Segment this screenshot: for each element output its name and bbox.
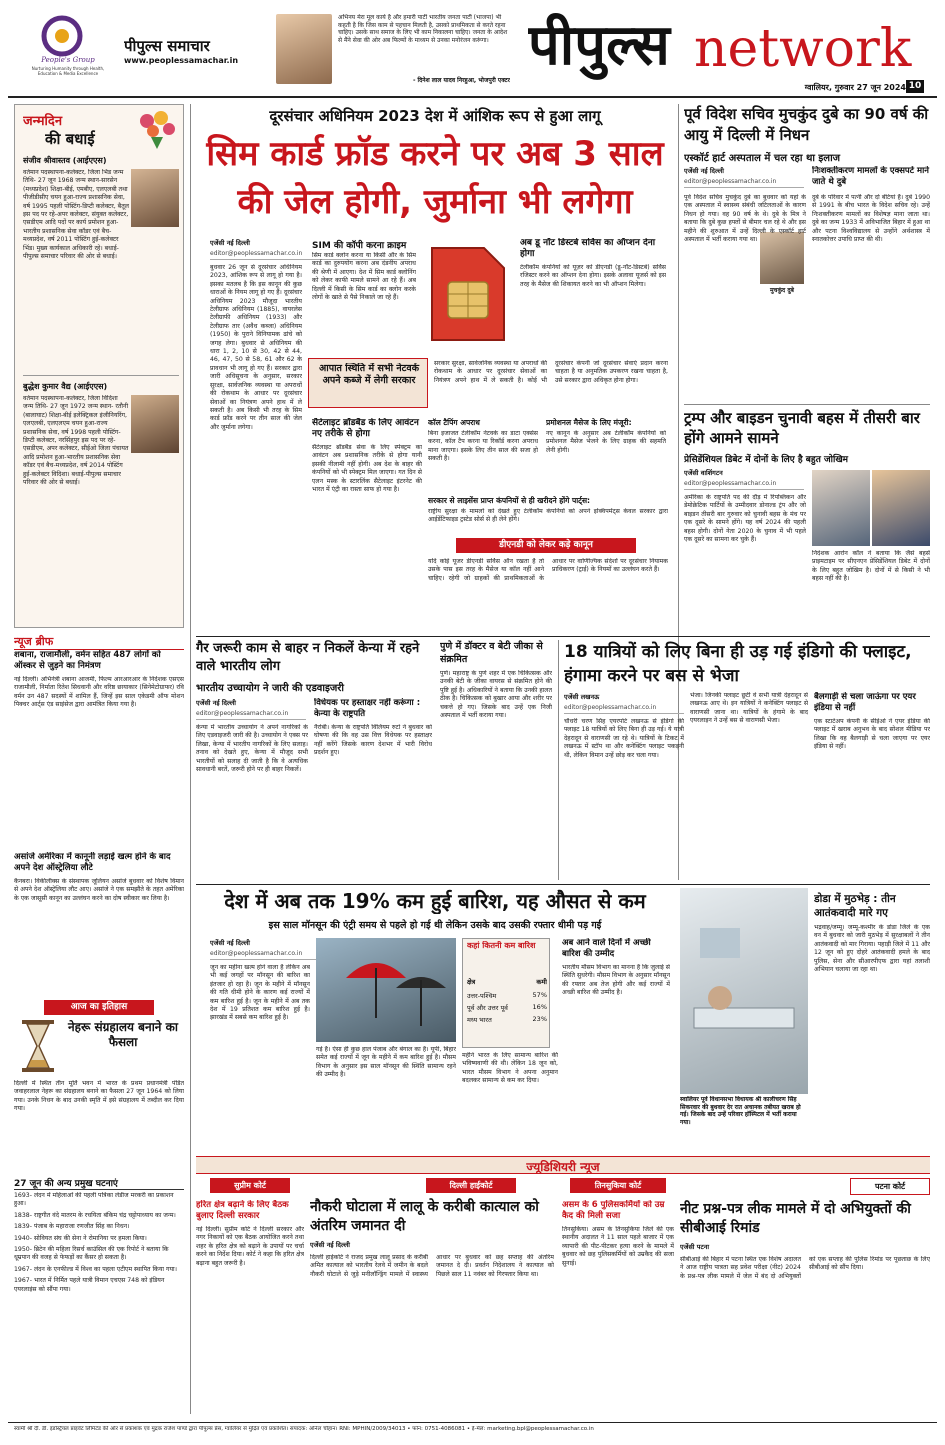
rain-row-region: मध्य भारत bbox=[467, 1016, 492, 1024]
paper-site: www.peoplessamachar.in bbox=[124, 56, 239, 65]
lead-body: बुधवार 26 जून से दूरसंचार अधिनियम 2023, आंशिक रूप से लागू हो गया है। इसका मतलब है कि इस कानून की कुछ धाराओं के नियम लागू हो गए हैं। दूरसंचार अधिनियम 2023 मौजूदा भारतीय टेलीग्राफ अधिनियम (1885), वायरलेस टेलीग्राफी अधिनियम (1933) और टेलीग्राफ तार (अवैध कब्जा) अधिनियम (1950) के पुराने विनियामक ढांचे को जगह लेगा। बुधवार से अधिनियम की धारा 1, 2, 10 से 30, 42 से 44, 46, 47, 50 से 58, 61 और 62 के प्रावधान भी लागू हो गए हैं। सरकार द्वारा जारी अधिसूचना के अनुसार, सरकार सुरक्षा, सार्वजनिक व्यवस्था या अपराधों की रोकथाम के आधार पर दूरसंचार सेवाओं का नियंत्रण अपने हाथ में ले सकती है। अब किसी भी तरह के सिम कार्ड फ्रॉड करने पर तीन साल की जेल और जुर्माना लगेगा। bbox=[210, 264, 302, 431]
indigo-email: editor@peoplessamachar.co.in bbox=[564, 704, 684, 714]
judiciary-col-2 bbox=[310, 1178, 554, 1418]
gov-box bbox=[308, 358, 428, 408]
history-event: 1838- राष्ट्रगीत वंदे मातरम के रचयिता बंकिम चंद्र चट्टोपाध्याय का जन्म। bbox=[14, 1211, 176, 1219]
license-title: सरकार से लाइसेंस प्राप्त कंपनियों से ही खरीदने होंगे पार्ट्स: bbox=[428, 496, 591, 505]
masthead bbox=[0, 0, 945, 100]
trump-photo bbox=[872, 470, 930, 546]
indigo-left-rule bbox=[558, 640, 559, 880]
tinsukia-headline: असम के 6 पुलिसकर्मियों को उम्र कैद की मिली सजा bbox=[562, 1200, 665, 1221]
history-events-list bbox=[14, 1192, 184, 1418]
kenya-box-body: नैरोबी। केन्या के राष्ट्रपति विलियम रुटो ने बुधवार को घोषणा की कि वह उस वित्त विधेयक पर हस्ताक्षर नहीं करेंगे जिसके कारण देशभर में भारी विरोध प्रदर्शन हुए। bbox=[314, 724, 432, 757]
indigo-box-title: बैलगाड़ी से चला जाऊंगा पर एयर इंडिया से नहीं bbox=[814, 692, 916, 713]
rain-table-head-deficit: कमी bbox=[536, 978, 547, 986]
rain-table bbox=[462, 938, 550, 1048]
history-section bbox=[14, 1000, 184, 1418]
debate-email: editor@peoplessamachar.co.in bbox=[684, 480, 804, 490]
rain-row-value: 23% bbox=[532, 1015, 547, 1023]
debate-story bbox=[684, 408, 930, 634]
hourglass-icon bbox=[18, 1018, 58, 1074]
history-event: 1967- लंदन के एनफील्ड में विश्व का पहला एटीएम स्थापित किया गया। bbox=[14, 1265, 177, 1273]
birthday-divider bbox=[23, 375, 179, 376]
tinsukia-body: तिनसुकिया। असम के तिनसुकिया जिले की एक स्थानीय अदालत ने 11 साल पहले बाजार में एक व्यापारी की पीट-पीटकर हत्या करने के मामले में बुधवार को छह पुलिसकर्मियों को उम्रकैद की सजा सुनाई। bbox=[562, 1226, 674, 1267]
judiciary-col-1 bbox=[196, 1178, 304, 1418]
birthday-person2-body: वर्तमान पदस्थापना-कलेक्टर, जिला विदिशा जन्म तिथि- 27 जून 1972 जन्म स्थान- रतौनी (बालाघाट) शिक्षा-बीई इलेक्ट्रिकल इंजीनियरिंग, एलएलबी, एलएलएम चयन हुआ-राज्य प्रशासनिक सेवा, वर्ष 1998 पहली पोस्टिंग-डिप्टी कलेक्टर, नरसिंहपुर इस पद पर रहे- एसडीएम, अपर कलेक्टर, सीईओ जिला पंचायत आदि प्रमोशन हुआ-भारतीय प्रशासनिक सेवा कॉडर एवं बैच-मध्यप्रदेश, वर्ष 2014 पोस्टिंग हुई-कलेक्टर विदिशा। बधाई-पीपुल्स समाचार परिवार की ओर से बधाई। bbox=[23, 395, 129, 487]
lead-kicker: दूरसंचार अधिनियम 2023 देश में आंशिक रूप से हुआ लागू bbox=[269, 107, 601, 125]
doda-body: भद्रवाह/जम्मू। जम्मू-कश्मीर के डोडा जिले के एक वन में बुधवार को जारी मुठभेड़ में सुरक्षाबलों ने तीन आतंकवादी को मार गिराया। पहाड़ी जिले में 11 और 12 जून को हुए दोहरे आतंकवादी हमले के बाद पुलिस, सेना और सीआरपीएफ द्वारा यहां तलाशी अभियान चलाया जा रहा था। bbox=[814, 924, 930, 974]
promo-portrait bbox=[276, 14, 332, 84]
dateline: ग्वालियर, गुरुवार 27 जून 2024 bbox=[804, 83, 906, 92]
sim-copy-title: SIM की कॉपी करना क्राइम bbox=[312, 241, 407, 251]
kenya-sub: भारतीय उच्चायोग ने जारी की एडवाइजरी bbox=[196, 683, 344, 694]
promo-msg-body: नए कानून के अनुसार अब टेलीकॉम कंपनियों को प्रमोशनल मैसेज भेजने के लिए ग्राहक की सहमति लेनी होगी। bbox=[546, 430, 666, 454]
patna-court-tag: पटना कोर्ट bbox=[850, 1178, 930, 1195]
judiciary-banner-title: ज्यूडिशियरी न्यूज bbox=[526, 1160, 600, 1174]
brand-network: network bbox=[694, 19, 912, 79]
biden-photo bbox=[812, 470, 870, 546]
supreme-court-tag: सुप्रीम कोर्ट bbox=[210, 1178, 290, 1193]
hospital-bed-icon bbox=[680, 888, 808, 1094]
debate-sub: प्रेसिडेंशियल डिबेट में दोनों के लिए है बहुत जोखिम bbox=[684, 455, 849, 465]
rain-row-value: 57% bbox=[532, 991, 547, 999]
dubey-box-title: निःशक्तीकरण मामलों के एक्सपर्ट माने जाते थे दुबे bbox=[812, 166, 930, 187]
flower-bouquet-icon bbox=[133, 109, 179, 149]
indigo-byline: एजेंसी लखनऊ bbox=[564, 693, 600, 701]
history-label: आज का इतिहास bbox=[44, 1000, 154, 1015]
delhi-hc-body: दिल्ली हाईकोर्ट ने राजद प्रमुख लालू प्रसाद के करीबी अमित कात्याल को भारतीय रेलवे में जमीन के बदले नौकरी घोटाले से जुड़े मनीलॉन्ड्रिंग मामले में स्वास्थ्य आधार पर बुधवार को छह सप्ताह की अंतरिम जमानत दे दी। प्रवर्तन निदेशालय ने कात्याल को पिछले साल 11 नवंबर को गिरफ्तार किया था। bbox=[310, 1254, 554, 1278]
rain-hope-body: भारतीय मौसम विभाग का मानना है कि जुलाई से स्थिति सुधरेगी। मौसम विभाग के अनुसार मॉनसून की रफ्तार अब तेज होगी और कई राज्यों में अच्छी बारिश की उम्मीद है। bbox=[562, 964, 670, 997]
debate-body-2: निदेशक आरोन कॉल ने बताया कि जैसे बहसें प्राइमटाइम पर सीएनएन प्रेसिडेंशियल डिबेट में दोनों के लिए बहुत जोखिम है। दोनों में से किसी ने भी बहस नहीं की है। bbox=[812, 550, 930, 583]
birthday-person1-body: वर्तमान पदस्थापना-कलेक्टर, जिला भिंड जन्म तिथि- 27 जून 1968 जन्म स्थान-सारसेन (मध्यप्रदेश) शिक्षा-बीई, एमबीए, एलएलबी तथा पीजीडीसीए चयन हुआ-राज्य प्रशासनिक सेवा, वर्ष 1995 पहली पोस्टिंग-डिप्टी कलेक्टर, बैतूल इस पद पर रहे-अपर कलेक्टर, संयुक्त कलेक्टर, एसडीएम आदि पदों पर कार्य प्रमोशन हुआ-भारतीय प्रशासनिक सेवा कॉडर एवं बैच-मध्यप्रदेश, वर्ष 2011 पोस्टिंग हुई-कलेक्टर भिंड। मुख्य कार्यकाल अधिकारी रहे। बधाई-पीपुल्स समाचार परिवार की ओर से बधाई। bbox=[23, 169, 129, 261]
rain-sub: इस साल मॉनसून की एंट्री समय से पहले हो गई थी लेकिन उसके बाद उसकी रफ्तार धीमी पड़ गई bbox=[268, 920, 602, 931]
kenya-email: editor@peoplessamachar.co.in bbox=[196, 710, 306, 720]
dubey-story bbox=[684, 104, 930, 404]
rain-hope-title: अब आने वाले दिनों में अच्छी बारिश की उम्मीद bbox=[562, 938, 651, 959]
calltap-body: बिना इजाजत टेलीकॉम नेटवर्क का डाटा एक्सेस करना, कॉल टैप करना या रिकॉर्ड करना अपराध माना जाएगा। इसके लिए तीन साल की सजा हो सकती है। bbox=[428, 430, 538, 463]
sim-card-graphic bbox=[422, 240, 512, 350]
pune-headline: पुणे में डॉक्टर व बेटी जीका से संक्रमित bbox=[440, 641, 543, 665]
dubey-email: editor@peoplessamachar.co.in bbox=[684, 178, 804, 188]
dubey-headline: पूर्व विदेश सचिव मुचकुंद दुबे का 90 वर्ष की आयु में दिल्ली में निधन bbox=[684, 105, 929, 144]
group-logo-icon bbox=[40, 14, 84, 58]
history-body: दिल्ली में स्थित तीन मूर्ति भवन में भारत के प्रथम प्रधानमंत्री पंडित जवाहरलाल नेहरू का संग्रहालय बनाने का फैसला 27 जून 1964 को लिया गया। उनके निधन के बाद उनकी स्मृति में इसे संग्रहालय में तब्दील कर दिया गया। bbox=[14, 1080, 184, 1113]
footer-imprint: स्वामी श्री दी. डी. इंडस्ट्रियल प्राइवेट लिमिटेड की ओर से प्रकाशक एवं मुद्रक राजेश पाण्डे द्वारा पीपुल्स प्रेस, ग्वालियर से मुद्रित एवं प्रकाशित। संपादक: अनिल चौहान। RNI: MPHIN/2009/34013 • फोन: 0751-4086081 • ई-मेल: marketing.bpl@peoplessamachar.co.in bbox=[14, 1426, 594, 1432]
history-event: 1950- ब्रिटेन की महिला रिसर्च काउंसिल की एक रिपोर्ट ने बताया कि धूम्रपान की वजह से फेफड़ों का कैंसर हो सकता है। bbox=[14, 1246, 169, 1262]
kenya-box-title: विधेयक पर हस्ताक्षर नहीं करूंगा : केन्या के राष्ट्रपति bbox=[314, 698, 421, 719]
supreme-court-headline: हरित क्षेत्र बढ़ाने के लिए बैठक बुलाए दिल्ली सरकार bbox=[196, 1200, 289, 1221]
dnd-law-body: यदि कोई यूजर डीएनडी सर्विस ऑन रखता है तो उसके पास इस तरह के मैसेज या कॉल नहीं आने चाहिए। रहेगी जो ग्राहकों की प्राथमिकताओं के आधार पर वाणिज्यिक संदेशों पर दूरसंचार नियामक प्राधिकरण (ट्राई) के नियमों का उल्लंघन करते हैं। bbox=[428, 558, 668, 582]
gov-body: सरकार सुरक्षा, सार्वजनिक व्यवस्था या अपराधों की रोकथाम के आधार पर दूरसंचार सेवाओं का नियंत्रण अपने हाथ में ले सकती है। कोई भी दूरसंचार कंपनी जो दूरसंचार सेवाएं प्रदान करना चाहता है या अनुमतिक उपकरण रखना चाहता है, उसे सरकार द्वारा अधिकृत होना होगा। bbox=[434, 360, 668, 384]
kenya-headline: गैर जरूरी काम से बाहर न निकलें केन्या में रहने वाले भारतीय लोग bbox=[196, 641, 420, 674]
left-column-rule bbox=[190, 104, 191, 1414]
dubey-sub: एस्कॉर्ट हार्ट अस्पताल में चल रहा था इलाज bbox=[684, 153, 841, 164]
doda-section bbox=[680, 888, 930, 1152]
hospital-photo bbox=[680, 888, 808, 1094]
sim-copy-body: सिम कार्ड क्लोन करना या किसी और के सिम कार्ड का दुरुपयोग करना अब दंडनीय अपराध की श्रेणी में आएगा। देश में सिम कार्ड क्लोनिंग को लेकर काफी मामले सामने आ रहे हैं। अब दिल्ली में किसी के सिम कार्ड का क्लोन करके लोगों के खाते से पैसे निकाले जा रहे हैं। bbox=[312, 252, 416, 302]
news-brief-label: न्यूज ब्रीफ bbox=[14, 634, 184, 650]
birthday-header-bottom: की बधाई bbox=[45, 130, 95, 148]
history-event: 1967- भारत में निर्मित पहले यात्री विमान एचएस 748 को इंडियन एयरलाइंस को सौंपा गया। bbox=[14, 1277, 165, 1293]
kenya-story bbox=[196, 640, 432, 880]
group-name: People's Group bbox=[41, 56, 95, 64]
delhi-hc-headline: नौकरी घोटाला में लालू के करीबी कात्याल को अंतरिम जमानत दी bbox=[310, 1199, 539, 1234]
patna-byline: एजेंसी पटना bbox=[680, 1243, 710, 1251]
dubey-byline: एजेंसी नई दिल्ली bbox=[684, 167, 724, 175]
paper-small-title: पीपुल्स समाचार bbox=[124, 37, 210, 55]
dubey-body: पूर्व विदेश सचिव मुचकुंद दुबे का बुधवार को यहां के एक अस्पताल में स्वास्थ्य संबंधी जटिलताओं के कारण निधन हो गया। वह 90 वर्ष के थे। दुबे के मित्र ने बताया कि दुबे कुछ हफ्तों से बीमार चल रहे थे और इस महीने की शुरुआत में उन्हें दिल्ली के एस्कॉर्ट हार्ट अस्पताल में भर्ती कराया गया था। bbox=[684, 194, 806, 244]
satellite-body: सैटेलाइट ब्रॉडबैंड सेवा के लिए स्पेक्ट्रम का आवंटन अब प्रशासनिक तरीके से होगा यानी इसकी नीलामी नहीं होगी। अब देश के बाहर की कंपनियों को भी स्पेक्ट्रम मिल जाएगा। गत दिन से एलन मस्क के स्टारलिंक सैटेलाइट इंटरनेट की भारत में एंट्री का रास्ता साफ हो गया है। bbox=[312, 444, 422, 494]
birthday-header-top: जन्मदिन bbox=[23, 114, 63, 129]
judiciary-col-3 bbox=[562, 1178, 674, 1418]
debate-body: अमेरिका के राष्ट्रपति पद की दौड़ में रिपब्लिकन और डेमोक्रेटिक पार्टियों के उम्मीदवार डोनाल्ड ट्रंप और जो बाइडन तीसरी बार गुरुवार को चुनावी बहस के मंच पर एक दूसरे के सामने होंगे। यह वर्ष 2024 की पहली बहस होगी। दोनों नेता 2020 के चुनाव में भी पहले एक दूसरे का सामना कर चुके हैं। bbox=[684, 494, 806, 544]
rain-byline: एजेंसी नई दिल्ली bbox=[210, 939, 250, 947]
rain-headline: देश में अब तक 19% कम हुई बारिश, यह औसत से कम bbox=[224, 889, 646, 913]
brief-headline-1: शबाना, राजामौली, वर्मन सहित 487 लोगों को ऑस्कर से जुड़ने का निमंत्रण bbox=[14, 650, 161, 671]
dnd-body: टेलीकॉम कंपनियों को यूज़र को डीएनडी (डू-नॉट-डिस्टर्ब) सर्विस रजिस्टर करने का ऑप्शन देना होगा। इसके अलावा यूजर्स को इस तरह के मैसेज की शिकायत करने का भी ऑप्शन मिलेगा। bbox=[520, 264, 666, 288]
dnd-law-banner: डीएनडी को लेकर कड़े कानून bbox=[456, 538, 636, 553]
rain-story bbox=[196, 888, 674, 1152]
masthead-rule bbox=[8, 96, 937, 98]
peoples-group-logo bbox=[40, 14, 84, 58]
debate-headline: ट्रम्प और बाइडन चुनावी बहस में तीसरी बार होंगे आमने सामने bbox=[684, 409, 920, 447]
brief-body-1: नई दिल्ली। अभिनेत्री शबाना आजमी, फिल्म आरआरआर के निर्देशक एसएस राजामौली, निर्माता रितेश सिधवानी और वरिष्ठ छायाकार (सिनेमेटोग्राफर) रवि वर्मन उन 487 सदस्यों में शामिल हैं, जिन्हें इस साल एकेडमी ऑफ मोशन पिक्चर आर्ट्स एंड साइंसेज द्वारा आमंत्रित किया गया है। bbox=[14, 676, 184, 709]
dnd-title: अब डू नॉट डिस्टर्ब सर्विस का ऑप्शन देना होगा bbox=[520, 238, 656, 259]
dubey-box-body: दुबे के परिवार में पत्नी और दो बेटियां हैं। दुबे 1990 से 1991 के बीच भारत के विदेश सचिव रहे। उन्हें निःशक्तीकरण मामलों का विशेषज्ञ माना जाता था। दुबे का जन्म 1933 में अविभाजित बिहार में हुआ था और पटना विश्वविद्यालय से उन्होंने अर्थशास्त्र में स्नातकोत्तर उपाधि प्राप्त की थी। bbox=[812, 194, 930, 244]
lead-email: editor@peoplessamachar.co.in bbox=[210, 250, 410, 260]
brand-hindi: पीपुल्स bbox=[528, 13, 670, 78]
lead-byline: एजेंसी नई दिल्ली bbox=[210, 239, 250, 247]
promo-credit: - दिनेश लाल यादव निरहुआ, भोजपुरी एक्टर bbox=[412, 77, 510, 84]
indigo-body-2: भेजा। जिनकी फ्लाइट छूटी वे सभी यात्री देहरादून से लखनऊ आए थे। इन यात्रियों ने कनेक्टिंग फ्लाइट से वाराणसी जाना था। यात्रियों के हंगामे के बाद एयरलाइन ने उन्हें बस से वाराणसी भेजा। bbox=[690, 692, 808, 725]
indigo-body: चौधरी चरण सिंह एयरपोर्ट लखनऊ से इंडिगो की फ्लाइट 18 यात्रियों को लिए बिना ही उड़ गई। ये यात्री देहरादून से वाराणसी जा रहे थे। यात्रियों के टिकट में लखनऊ में स्टॉप था और कनेक्टिंग फ्लाइट पकड़नी थी, लेकिन विमान उन्हें छोड़ कर चला गया। bbox=[564, 718, 684, 759]
kenya-byline: एजेंसी नई दिल्ली bbox=[196, 699, 236, 707]
delhi-hc-tag: दिल्ली हाईकोर्ट bbox=[426, 1178, 516, 1193]
birthday-box bbox=[14, 104, 184, 628]
mid-section-rule bbox=[196, 636, 930, 637]
delhi-hc-byline: एजेंसी नई दिल्ली bbox=[310, 1241, 350, 1249]
patna-body: सीबीआई की बिहार में पटना स्थित एक विशेष अदालत ने आज राष्ट्रीय पात्रता सह प्रवेश परीक्षा (नीट) 2024 के प्रश्न-पत्र लीक मामले में जेल में बंद दो अभियुक्तों को एक सप्ताह की पुलिस रिमांड पर पूछताछ के लिए सीबीआई को सौंप दिया। bbox=[680, 1256, 930, 1280]
footer-rule bbox=[8, 1422, 937, 1423]
indigo-story bbox=[564, 640, 930, 880]
rain-row-value: 16% bbox=[532, 1003, 547, 1011]
license-body: राष्ट्रीय सुरक्षा के मामलों को देखते हुए टेलीकॉम कंपनियों को अपने इक्विपमेंट्स केवल सरकार द्वारा आईडेंटिफाइड ट्रस्टेड सोर्स से ही लेने होंगे। bbox=[428, 508, 668, 524]
rain-table-title: कहां कितनी कम बारिश bbox=[467, 941, 536, 950]
patna-headline: नीट प्रश्न-पत्र लीक मामले में दो अभियुक्तों की सीबीआई रिमांड bbox=[680, 1201, 911, 1236]
history-title: नेहरू संग्रहालय बनाने का फैसला bbox=[68, 1020, 178, 1049]
debate-byline: एजेंसी वाशिंगटन bbox=[684, 469, 723, 477]
rain-top-rule bbox=[196, 884, 930, 885]
promo-text: अभिनय मेरा मूल कार्य है और हमारी पार्टी भारतीय जनता पार्टी (भाजपा) भी कहती है कि जिस काम से पहचान मिलती है, उसको प्राथमिकता से करते रहना चाहिए। उसके साथ समाज के लिए भी काम निकालना चाहिए। जनता के आदेश से मैंने सेवा की ओर अब फिल्मों के माध्यम से उनका मनोरंजन करूंगा। bbox=[338, 14, 508, 44]
history-event: 1693- लंदन में महिलाओं की पहली पत्रिका लेडीज मरकरी का प्रकाशन हुआ। bbox=[14, 1192, 174, 1208]
gov-title: आपात स्थिति में सभी नेटवर्क अपने कब्जे में लेगी सरकार bbox=[318, 363, 419, 386]
judiciary-banner bbox=[196, 1156, 930, 1174]
rain-email: editor@peoplessamachar.co.in bbox=[210, 950, 330, 960]
rain-row-region: उत्तर-पश्चिम bbox=[467, 992, 497, 1000]
birthday-person2-name: बुद्धेश कुमार वैद्य (आईएएस) bbox=[23, 382, 108, 391]
kenya-body: केन्या में भारतीय उच्चायोग ने अपने नागरिकों के लिए एडवाइजरी जारी की है। उच्चायोग ने एक्स पर लिखा, केन्या में भारतीय नागरिकों के लिए सलाह। तनाव को देखते हुए, केन्या में मौजूद सभी भारतीयों को सलाह दी जाती है कि वे अत्यधिक सावधानी बरतें, जरूरी होने पर ही बाहर निकलें। bbox=[196, 724, 308, 774]
history-event: 1940- सोवियत संघ की सेना ने रोमानिया पर हमला किया। bbox=[14, 1234, 147, 1242]
rain-body-2: गई है। ऐसा ही कुछ हाल पंजाब और बंगाल का है। यूपी, बिहार समेत कई राज्यों में जून के महीने में कम बारिश हुई है। मौसम विभाग के अनुसार इस साल मॉनसून की स्थिति सामान्य रहने की उम्मीद है। bbox=[316, 1046, 456, 1079]
lead-headline: सिम कार्ड फ्रॉड करने पर अब 3 साल की जेल होगी, जुर्माना भी लगेगा bbox=[206, 134, 664, 222]
group-tagline: Nurturing Humanity through Health, Education & Media Excellence bbox=[31, 66, 105, 76]
birthday-person1-name: संजीव श्रीवास्तव (आईएएस) bbox=[23, 156, 107, 165]
rain-body: जून का महीना खत्म होने वाला है लेकिन अब भी कई जगहों पर मॉनसून की बारिश का इंतजार हो रहा है। जून के महीने में मॉनसून की गति धीमी होने के कारण कई राज्यों में कम बारिश हुई है। जून के महीने में अब तक देश में 19 प्रतिशत कम बारिश हुई है। झारखंड में सबसे कम बारिश हुई है। bbox=[210, 964, 310, 1022]
promo-msg-title: प्रमोशनल मैसेज के लिए मंजूरी: bbox=[546, 418, 632, 427]
indigo-box-body: एक स्टार्टअप कंपनी के सीईओ ने एयर इंडिया की फ्लाइट में खराब अनुभव के बाद सोशल मीडिया पर लिखा कि वह बैलगाड़ी से चला जाएगा पर एयर इंडिया से नहीं। bbox=[814, 718, 930, 751]
tinsukia-court-tag: तिनसुकिया कोर्ट bbox=[570, 1178, 666, 1193]
brief-body-2: कैनबरा। विकीलीक्स के संस्थापक जूलियन असांजे बुधवार को विशेष विमान से अपने देश ऑस्ट्रेलिया लौट आए। असांजे ने एक समझौते के तहत अमेरिका के एक जासूसी कानून का उल्लंघन करने का दोष स्वीकार कर लिया है। bbox=[14, 878, 184, 902]
rain-body-3: महीने भारत के लिए सामान्य बारिश की भविष्यवाणी की थी। लेकिन 18 जून को, भारत मौसम विभाग ने अपना अनुमान बदलकर सामान्य से कम कर दिया। bbox=[462, 1052, 558, 1085]
satellite-title: सैटेलाइट ब्रॉडबैंड के लिए आवंटन नए तरीके से होगा bbox=[312, 418, 419, 439]
rain-umbrella-photo bbox=[316, 938, 456, 1042]
supreme-court-body: नई दिल्ली। सुप्रीम कोर्ट ने दिल्ली सरकार और नगर निकायों को एक बैठक आयोजित करने तथा शहर के हरित क्षेत्र को बढ़ाने के उपायों पर चर्चा करने का निर्देश दिया। कोर्ट ने कहा कि हरित क्षेत्र बढ़ाना बहुत जरूरी है। bbox=[196, 1226, 304, 1267]
pune-story bbox=[440, 640, 552, 880]
judiciary-col-4 bbox=[680, 1178, 930, 1418]
brief-headline-2: असांजे अमेरिका में कानूनी लड़ाई खत्म होने के बाद अपने देश ऑस्ट्रेलिया लौटे bbox=[14, 852, 171, 873]
history-event: 1839- पंजाब के महाराजा रणजीत सिंह का निधन। bbox=[14, 1223, 130, 1231]
sim-card-icon bbox=[422, 240, 512, 350]
calltap-title: कॉल टैपिंग अपराध bbox=[428, 418, 480, 427]
umbrella-icon bbox=[316, 938, 456, 1042]
rain-table-head-region: क्षेत्र bbox=[467, 978, 476, 986]
news-brief bbox=[14, 634, 184, 996]
page-number: 10 bbox=[906, 80, 924, 93]
dubey-rule bbox=[684, 404, 930, 405]
doda-headline: डोडा में मुठभेड़ : तीन आतंकवादी मारे गए bbox=[814, 893, 896, 919]
dubey-caption: मुचकुंद दुबे bbox=[770, 287, 794, 294]
lead-story bbox=[196, 104, 674, 632]
indigo-headline: 18 यात्रियों को लिए बिना ही उड़ गई इंडिगो की फ्लाइट, हंगामा करने पर बस से भेजा bbox=[564, 642, 912, 686]
history-events-title: 27 जून की अन्य प्रमुख घटनाएं bbox=[14, 1176, 184, 1190]
pune-body: पुणे। महाराष्ट्र के पुणे शहर में एक चिकित्सक और उनकी बेटी के जीका वायरस से संक्रमित होने की पुष्टि हुई है। अधिकारियों ने बताया कि उनकी हालत ठीक है। चिकित्सक को बुखार आया और शरीर पर चकत्ते हो गए। जिसके बाद उन्हें एक निजी अस्पताल में भर्ती कराया गया। bbox=[440, 670, 552, 720]
rain-row-region: पूर्व और उत्तर पूर्व bbox=[467, 1004, 508, 1012]
hospital-caption: स्वालियर पूर्व विधानसभा विधायक श्री कालीचरण सिंह सिकरवार की बुधवार देर रात अचानक तबीयत खराब हो गई। जिसके बाद उन्हें परिवार हॉस्पिटल में भर्ती कराया गया। bbox=[680, 1096, 801, 1126]
